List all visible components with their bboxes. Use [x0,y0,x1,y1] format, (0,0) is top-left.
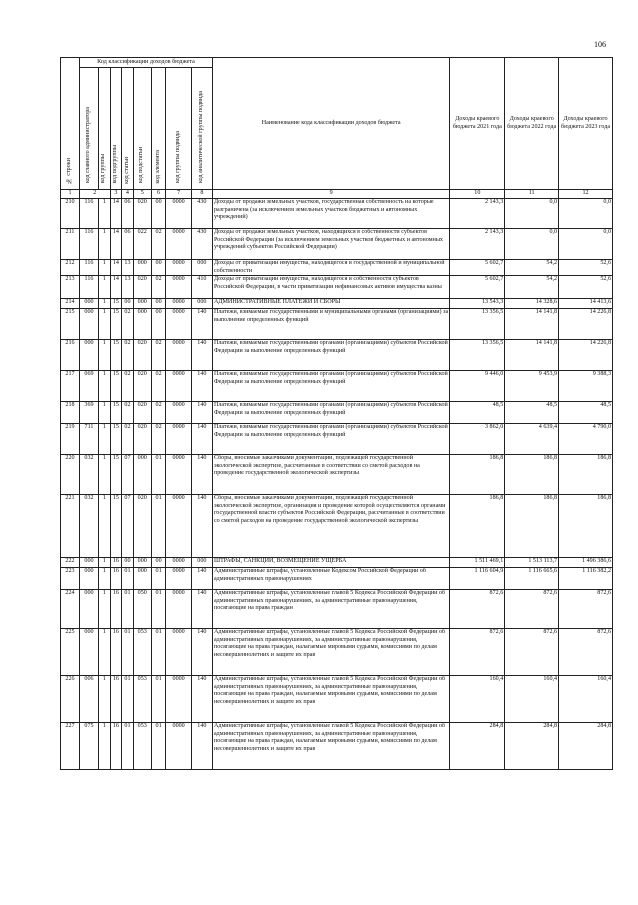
header-2022: Доходы краевого бюджета 2022 года [505,58,559,190]
subtype-code: 0000 [166,723,191,770]
admin-code: 000 [79,568,98,590]
analytic-code: 140 [191,723,212,770]
subtype-code: 0000 [166,199,191,229]
group-code: 1 [98,676,110,723]
value-2023: 48,5 [559,402,613,424]
table-row [61,558,613,568]
column-number: 5 [133,190,151,199]
article-code: 06 [122,229,134,260]
element-code: 02 [151,402,166,424]
element-code: 01 [151,455,166,495]
value-2023: 1 116 382,2 [559,568,613,590]
income-name: Административные штрафы, установленные Кодексом Российской Федерации об административных правонарушениях [212,568,449,590]
row-number: 223 [61,568,80,590]
subtype-code: 0000 [166,629,191,676]
analytic-code: 140 [191,455,212,495]
income-name: ШТРАФЫ, САНКЦИИ, ВОЗМЕЩЕНИЕ УЩЕРБА [212,558,449,568]
value-2022: 284,8 [505,723,559,770]
group-code: 1 [98,260,110,276]
column-number: 10 [450,190,505,199]
income-name: Платежи, взимаемые государственными органами (организациями) субъектов Российской Федерации за выполнение определенных функций [212,340,449,371]
article-code: 00 [122,299,134,309]
table-row [61,424,613,455]
value-2022: 4 639,4 [505,424,559,455]
value-2021: 2 143,3 [450,199,505,229]
element-code: 02 [151,371,166,402]
group-code: 1 [98,199,110,229]
article-code: 01 [122,676,134,723]
article-code: 13 [122,276,134,299]
group-code: 1 [98,309,110,340]
header-2023: Доходы краевого бюджета 2023 года [559,58,613,190]
subgroup-code: 14 [110,260,122,276]
value-2021: 48,5 [450,402,505,424]
value-2023: 52,6 [559,260,613,276]
value-2023: 1 496 386,6 [559,558,613,568]
header-admin: код главного администратора [79,68,98,190]
group-code: 1 [98,276,110,299]
analytic-code: 430 [191,229,212,260]
admin-code: 006 [79,676,98,723]
subgroup-code: 14 [110,229,122,260]
admin-code: 032 [79,455,98,495]
subarticle-code: 020 [133,199,151,229]
admin-code: 369 [79,402,98,424]
subtype-code: 0000 [166,402,191,424]
budget-table [60,57,613,770]
admin-code: 032 [79,495,98,558]
element-code: 02 [151,424,166,455]
element-code: 01 [151,568,166,590]
value-2023: 186,8 [559,495,613,558]
subarticle-code: 050 [133,590,151,629]
analytic-code: 430 [191,199,212,229]
income-name: Доходы от приватизации имущества, находящегося в государственной и муниципальной собственности [212,260,449,276]
table-row [61,229,613,260]
article-code: 07 [122,495,134,558]
admin-code: 000 [79,558,98,568]
group-code: 1 [98,229,110,260]
value-2022: 14 141,8 [505,309,559,340]
column-number: 3 [110,190,122,199]
article-code: 00 [122,558,134,568]
table-row [61,723,613,770]
value-2023: 872,6 [559,629,613,676]
subgroup-code: 15 [110,455,122,495]
income-name: Административные штрафы, установленные главой 5 Кодекса Российской Федерации об административных правонарушениях, за административные правонарушения, посягающие на права граждан, налагаемые мировыми судьями, комиссиями по делам несовершеннолетних и защите их прав [212,723,449,770]
header-group: код группы [98,68,110,190]
value-2021: 186,8 [450,455,505,495]
group-code: 1 [98,340,110,371]
header-subgroup: код подгруппы [110,68,122,190]
analytic-code: 000 [191,558,212,568]
analytic-code: 410 [191,276,212,299]
value-2021: 2 143,3 [450,229,505,260]
table-row [61,455,613,495]
subgroup-code: 15 [110,424,122,455]
subtype-code: 0000 [166,229,191,260]
element-code: 01 [151,676,166,723]
admin-code: 000 [79,590,98,629]
analytic-code: 140 [191,424,212,455]
article-code: 02 [122,402,134,424]
group-code: 1 [98,402,110,424]
subgroup-code: 16 [110,723,122,770]
row-number: 212 [61,260,80,276]
income-name: Платежи, взимаемые государственными органами (организациями) субъектов Российской Федерации за выполнение определенных функций [212,402,449,424]
row-number: 216 [61,340,80,371]
subtype-code: 0000 [166,558,191,568]
income-name: Административные штрафы, установленные главой 5 Кодекса Российской Федерации об административных правонарушениях, за административные правонарушения, посягающие на права граждан [212,590,449,629]
group-code: 1 [98,424,110,455]
row-number: 222 [61,558,80,568]
group-code: 1 [98,629,110,676]
table-row [61,299,613,309]
subgroup-code: 16 [110,558,122,568]
table-row [61,260,613,276]
income-name: Сборы, вносимые заказчиками документации, подлежащей государственной экологической экспертизе, организация и проведение которой осуществляются органами государственной власти субъектов Российской Федерации, рассчитанные в соответствии со сметой расходов на проведение государственной экологической экспертизы [212,495,449,558]
header-subarticle: код подстатьи [133,68,151,190]
subarticle-code: 020 [133,424,151,455]
admin-code: 075 [79,723,98,770]
article-code: 02 [122,340,134,371]
column-number: 11 [505,190,559,199]
subgroup-code: 15 [110,495,122,558]
value-2022: 186,8 [505,495,559,558]
element-code: 01 [151,723,166,770]
subtype-code: 0000 [166,424,191,455]
group-code: 1 [98,495,110,558]
subgroup-code: 15 [110,299,122,309]
subarticle-code: 053 [133,676,151,723]
value-2021: 13 356,5 [450,340,505,371]
value-2021: 3 862,0 [450,424,505,455]
row-number: 220 [61,455,80,495]
article-code: 13 [122,260,134,276]
element-code: 00 [151,309,166,340]
header-subtype: код группы подвида [166,68,191,190]
element-code: 02 [151,229,166,260]
group-code: 1 [98,590,110,629]
value-2023: 0,0 [559,199,613,229]
subarticle-code: 000 [133,260,151,276]
table-row [61,276,613,299]
column-number: 6 [151,190,166,199]
subgroup-code: 16 [110,676,122,723]
subtype-code: 0000 [166,309,191,340]
row-number: 211 [61,229,80,260]
article-code: 01 [122,590,134,629]
row-number: 210 [61,199,80,229]
income-name: Административные штрафы, установленные главой 5 Кодекса Российской Федерации об административных правонарушениях, за административные правонарушения, посягающие на права граждан, налагаемые мировыми судьями, комиссиями по делам несовершеннолетних и защите их прав [212,676,449,723]
income-name: Доходы от приватизации имущества, находящегося в собственности субъектов Российской Федерации, в части приватизации нефинансовых активов имущества казны [212,276,449,299]
analytic-code: 140 [191,402,212,424]
article-code: 02 [122,424,134,455]
income-name: Доходы от продажи земельных участков, государственная собственность на которые разграничена (за исключением земельных участков бюджетных и автономных учреждений) [212,199,449,229]
analytic-code: 140 [191,340,212,371]
subgroup-code: 14 [110,199,122,229]
subarticle-code: 020 [133,402,151,424]
element-code: 00 [151,558,166,568]
element-code: 00 [151,199,166,229]
admin-code: 069 [79,371,98,402]
value-2021: 872,6 [450,629,505,676]
table-row [61,309,613,340]
subgroup-code: 14 [110,276,122,299]
row-number: 227 [61,723,80,770]
admin-code: 000 [79,340,98,371]
subtype-code: 0000 [166,568,191,590]
article-code: 06 [122,199,134,229]
column-number: 2 [79,190,110,199]
subarticle-code: 020 [133,495,151,558]
subtype-code: 0000 [166,455,191,495]
subtype-code: 0000 [166,676,191,723]
article-code: 01 [122,723,134,770]
value-2023: 872,6 [559,590,613,629]
row-number: 214 [61,299,80,309]
column-number: 1 [61,190,80,199]
article-code: 07 [122,455,134,495]
row-number: 219 [61,424,80,455]
article-code: 01 [122,629,134,676]
subtype-code: 0000 [166,260,191,276]
table-body [61,199,613,770]
subtype-code: 0000 [166,340,191,371]
value-2022: 186,8 [505,455,559,495]
element-code: 02 [151,276,166,299]
analytic-code: 140 [191,371,212,402]
table-row [61,629,613,676]
analytic-code: 140 [191,568,212,590]
element-code: 01 [151,495,166,558]
group-code: 1 [98,299,110,309]
table-row [61,590,613,629]
group-code: 1 [98,558,110,568]
subarticle-code: 000 [133,299,151,309]
header-2021: Доходы краевого бюджета 2021 года [450,58,505,190]
row-number: 225 [61,629,80,676]
header-row-no: № строки [61,58,80,190]
element-code: 00 [151,299,166,309]
admin-code: 000 [79,629,98,676]
income-name: АДМИНИСТРАТИВНЫЕ ПЛАТЕЖИ И СБОРЫ [212,299,449,309]
admin-code: 000 [79,299,98,309]
group-code: 1 [98,723,110,770]
income-name: Сборы, вносимые заказчиками документации, подлежащей государственной экологической экспертизе, рассчитанные в соответствии со сметой расходов на проведение государственной экологической экспертизы [212,455,449,495]
table-row [61,340,613,371]
value-2023: 9 388,3 [559,371,613,402]
subgroup-code: 16 [110,629,122,676]
column-number: 12 [559,190,613,199]
row-number: 217 [61,371,80,402]
value-2021: 1 116 604,9 [450,568,505,590]
value-2022: 9 453,9 [505,371,559,402]
value-2021: 9 446,0 [450,371,505,402]
subarticle-code: 020 [133,371,151,402]
analytic-code: 000 [191,299,212,309]
admin-code: 116 [79,260,98,276]
table-row [61,402,613,424]
subarticle-code: 000 [133,558,151,568]
subarticle-code: 000 [133,455,151,495]
value-2021: 5 602,7 [450,260,505,276]
page-number: 106 [594,40,606,49]
income-name: Платежи, взимаемые государственными органами (организациями) субъектов Российской Федерации за выполнение определенных функций [212,371,449,402]
row-number: 215 [61,309,80,340]
value-2023: 52,6 [559,276,613,299]
value-2023: 0,0 [559,229,613,260]
table-row [61,199,613,229]
admin-code: 711 [79,424,98,455]
subarticle-code: 022 [133,229,151,260]
subtype-code: 0000 [166,590,191,629]
value-2022: 54,2 [505,276,559,299]
article-code: 02 [122,371,134,402]
table-row [61,371,613,402]
article-code: 01 [122,568,134,590]
row-number: 226 [61,676,80,723]
value-2022: 1 513 113,7 [505,558,559,568]
column-number-row [61,190,613,199]
row-number: 221 [61,495,80,558]
row-number: 213 [61,276,80,299]
value-2023: 284,8 [559,723,613,770]
subtype-code: 0000 [166,276,191,299]
subgroup-code: 16 [110,590,122,629]
analytic-code: 140 [191,676,212,723]
value-2022: 14 141,8 [505,340,559,371]
row-number: 218 [61,402,80,424]
subgroup-code: 15 [110,309,122,340]
subtype-code: 0000 [166,299,191,309]
group-code: 1 [98,371,110,402]
value-2021: 186,8 [450,495,505,558]
element-code: 00 [151,260,166,276]
article-code: 02 [122,309,134,340]
value-2021: 1 511 469,1 [450,558,505,568]
subgroup-code: 15 [110,402,122,424]
value-2021: 13 356,5 [450,309,505,340]
subarticle-code: 020 [133,276,151,299]
value-2022: 54,2 [505,260,559,276]
subgroup-code: 15 [110,371,122,402]
analytic-code: 140 [191,495,212,558]
value-2022: 14 328,6 [505,299,559,309]
value-2021: 872,6 [450,590,505,629]
income-name: Платежи, взимаемые государственными и муниципальными органами (организациями) за выполнение определенных функций [212,309,449,340]
table-row [61,676,613,723]
group-code: 1 [98,568,110,590]
admin-code: 000 [79,309,98,340]
income-name: Доходы от продажи земельных участков, находящихся в собственности субъектов Российской Федерации (за исключением земельных участков бюджетных и автономных учреждений субъектов Российской Федерации) [212,229,449,260]
header-article: код статьи [122,68,134,190]
value-2023: 4 790,0 [559,424,613,455]
header-analytic: код аналитической группы подвида [191,68,212,190]
subarticle-code: 000 [133,568,151,590]
value-2023: 14 413,6 [559,299,613,309]
admin-code: 116 [79,199,98,229]
value-2022: 160,4 [505,676,559,723]
subarticle-code: 053 [133,629,151,676]
row-number: 224 [61,590,80,629]
value-2022: 48,5 [505,402,559,424]
value-2023: 14 226,8 [559,309,613,340]
subarticle-code: 053 [133,723,151,770]
element-code: 01 [151,590,166,629]
value-2021: 284,8 [450,723,505,770]
table-row [61,568,613,590]
table-row [61,495,613,558]
admin-code: 116 [79,276,98,299]
analytic-code: 000 [191,260,212,276]
income-name: Административные штрафы, установленные главой 5 Кодекса Российской Федерации об административных правонарушениях, за административные правонарушения, посягающие на права граждан, налагаемые мировыми судьями, комиссиями по делам несовершеннолетних и защите их прав [212,629,449,676]
value-2023: 14 226,8 [559,340,613,371]
group-code: 1 [98,455,110,495]
column-number: 8 [191,190,212,199]
value-2023: 186,8 [559,455,613,495]
value-2023: 160,4 [559,676,613,723]
subarticle-code: 020 [133,340,151,371]
column-number: 9 [212,190,449,199]
value-2022: 1 116 665,6 [505,568,559,590]
analytic-code: 140 [191,629,212,676]
element-code: 01 [151,629,166,676]
header-element: код элемента [151,68,166,190]
admin-code: 116 [79,229,98,260]
value-2022: 872,6 [505,629,559,676]
value-2022: 0,0 [505,199,559,229]
header-code-group: Код классификации доходов бюджета [79,58,212,68]
analytic-code: 140 [191,309,212,340]
subarticle-code: 000 [133,309,151,340]
subtype-code: 0000 [166,371,191,402]
subtype-code: 0000 [166,495,191,558]
subgroup-code: 16 [110,568,122,590]
value-2022: 872,6 [505,590,559,629]
value-2021: 13 543,3 [450,299,505,309]
analytic-code: 140 [191,590,212,629]
column-number: 7 [166,190,191,199]
column-number: 4 [122,190,134,199]
value-2021: 5 602,7 [450,276,505,299]
value-2021: 160,4 [450,676,505,723]
value-2022: 0,0 [505,229,559,260]
subgroup-code: 15 [110,340,122,371]
element-code: 02 [151,340,166,371]
header-name: Наименование кода классификации доходов бюджета [212,58,449,190]
income-name: Платежи, взимаемые государственными органами (организациями) субъектов Российской Федерации за выполнение определенных функций [212,424,449,455]
